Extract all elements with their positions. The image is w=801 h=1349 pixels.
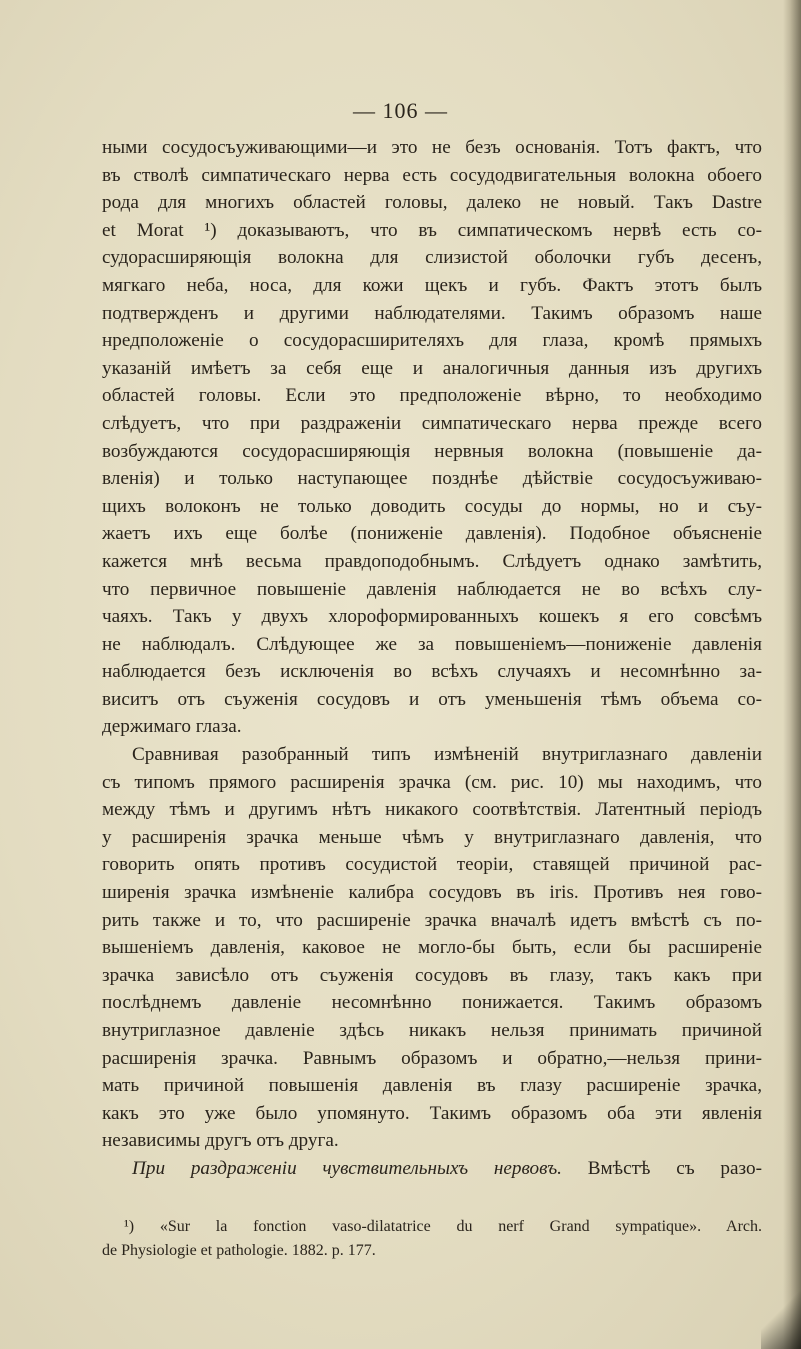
- footnote-line: de Physiologie et pathologie. 1882. p. 177.: [102, 1242, 376, 1259]
- page-edge-shadow: [783, 0, 801, 1349]
- text-line: послѣднемъ давленіе несомнѣнно понижается. Такимъ образомъ: [102, 992, 762, 1014]
- text-line: вышеніемъ давленія, каковое не могло-бы быть, если бы расширеніе: [102, 937, 762, 959]
- text-line: вленія) и только наступающее позднѣе дѣйствіе сосудосъуживаю-: [102, 468, 762, 490]
- body-text: [102, 134, 762, 1183]
- page-corner-shadow: [761, 1289, 801, 1349]
- text-line: зрачка зависѣло отъ съуженія сосудовъ въ глазу, такъ какъ при: [102, 964, 762, 986]
- footnote-line: ¹) «Sur la fonction vaso-dilatatrice du nerf Grand sympatique». Arch.: [124, 1218, 762, 1235]
- text-line: не наблюдалъ. Слѣдующее же за повышеніемъ—пониженіе давленія: [102, 633, 762, 655]
- text-line: кажется мнѣ весьма правдоподобнымъ. Слѣдуетъ однако замѣтить,: [102, 550, 762, 572]
- text-line: виситъ отъ съуженія сосудовъ и отъ уменьшенія тѣмъ объема со-: [102, 688, 762, 710]
- text-line: ширенія зрачка измѣненіе калибра сосудовъ въ iris. Противъ нея гово-: [102, 882, 762, 904]
- text-line: слѣдуетъ, что при раздраженіи симпатическаго нерва прежде всего: [102, 412, 762, 434]
- text-line: нредположеніе о сосудорасширителяхъ для глаза, кромѣ прямыхъ: [102, 330, 762, 352]
- text-line: мягкаго неба, носа, для кожи щекъ и губъ. Фактъ этотъ былъ: [102, 274, 762, 296]
- text-line: что первичное повышеніе давленія наблюдается не во всѣхъ слу-: [102, 578, 762, 600]
- page-number: — 106 —: [353, 98, 448, 123]
- text-line: жаетъ ихъ еще болѣе (пониженіе давленія). Подобное объясненіе: [102, 523, 762, 545]
- text-line: возбуждаются сосудорасширяющія нервныя волокна (повышеніе да-: [102, 440, 762, 462]
- text-line: у расширенія зрачка меньше чѣмъ у внутриглазнаго давленія, что: [102, 826, 762, 848]
- section-heading: При раздраженіи чувствительныхъ нервовъ.: [132, 1157, 562, 1179]
- text-line: расширенія зрачка. Равнымъ образомъ и обратно,—нельзя прини-: [102, 1047, 762, 1069]
- text-line: какъ это уже было упомянуто. Такимъ образомъ оба эти явленія: [102, 1102, 762, 1124]
- text-line: говорить опять противъ сосудистой теоріи, ставящей причиной рас-: [102, 854, 762, 876]
- text-line: Сравнивая разобранный типъ измѣненій внутриглазнаго давленіи: [132, 744, 762, 766]
- text-line-heading: [102, 1155, 762, 1183]
- text-line: ными сосудосъуживающими—и это не безъ основанія. Тотъ фактъ, что: [102, 137, 762, 158]
- text-line: между тѣмъ и другимъ нѣтъ никакого соотвѣтствія. Латентный періодъ: [102, 799, 762, 821]
- text-line: рода для многихъ областей головы, далеко не новый. Такъ Dastre: [102, 192, 762, 214]
- text-line: мать причиной повышенія давленія въ глазу расширеніе зрачка,: [102, 1075, 762, 1097]
- text-line: областей головы. Если это предположеніе вѣрно, то необходимо: [102, 385, 762, 407]
- text-line: чаяхъ. Такъ у двухъ хлороформированныхъ кошекъ я его совсѣмъ: [102, 606, 762, 628]
- text-line: наблюдается безъ исключенія во всѣхъ случаяхъ и несомнѣнно за-: [102, 661, 762, 683]
- text-line: рить также и то, что расширеніе зрачка вначалѣ идетъ вмѣстѣ съ по-: [102, 909, 762, 931]
- footnote: [102, 1215, 762, 1263]
- text-line: et Morat ¹) доказываютъ, что въ симпатическомъ нервѣ есть со-: [102, 219, 762, 241]
- text-continuation: Вмѣстѣ съ разо-: [561, 1157, 762, 1179]
- text-line: держимаго глаза.: [102, 716, 242, 738]
- text-line: судорасширяющія волокна для слизистой оболочки губъ десенъ,: [102, 247, 762, 269]
- text-line: указаній имѣетъ за себя еще и аналогичныя данныя изъ другихъ: [102, 357, 762, 379]
- text-line: щихъ волоконъ не только доводить сосуды до нормы, но и съу-: [102, 495, 762, 517]
- text-line: въ стволѣ симпатическаго нерва есть сосудодвигательныя волокна обоего: [102, 164, 762, 186]
- text-line: внутриглазное давленіе здѣсь никакъ нельзя принимать причиной: [102, 1020, 762, 1041]
- text-line: независимы другъ отъ друга.: [102, 1130, 339, 1152]
- text-line: съ типомъ прямого расширенія зрачка (см. рис. 10) мы находимъ, что: [102, 771, 762, 793]
- text-line: подтвержденъ и другими наблюдателями. Такимъ образомъ наше: [102, 302, 762, 324]
